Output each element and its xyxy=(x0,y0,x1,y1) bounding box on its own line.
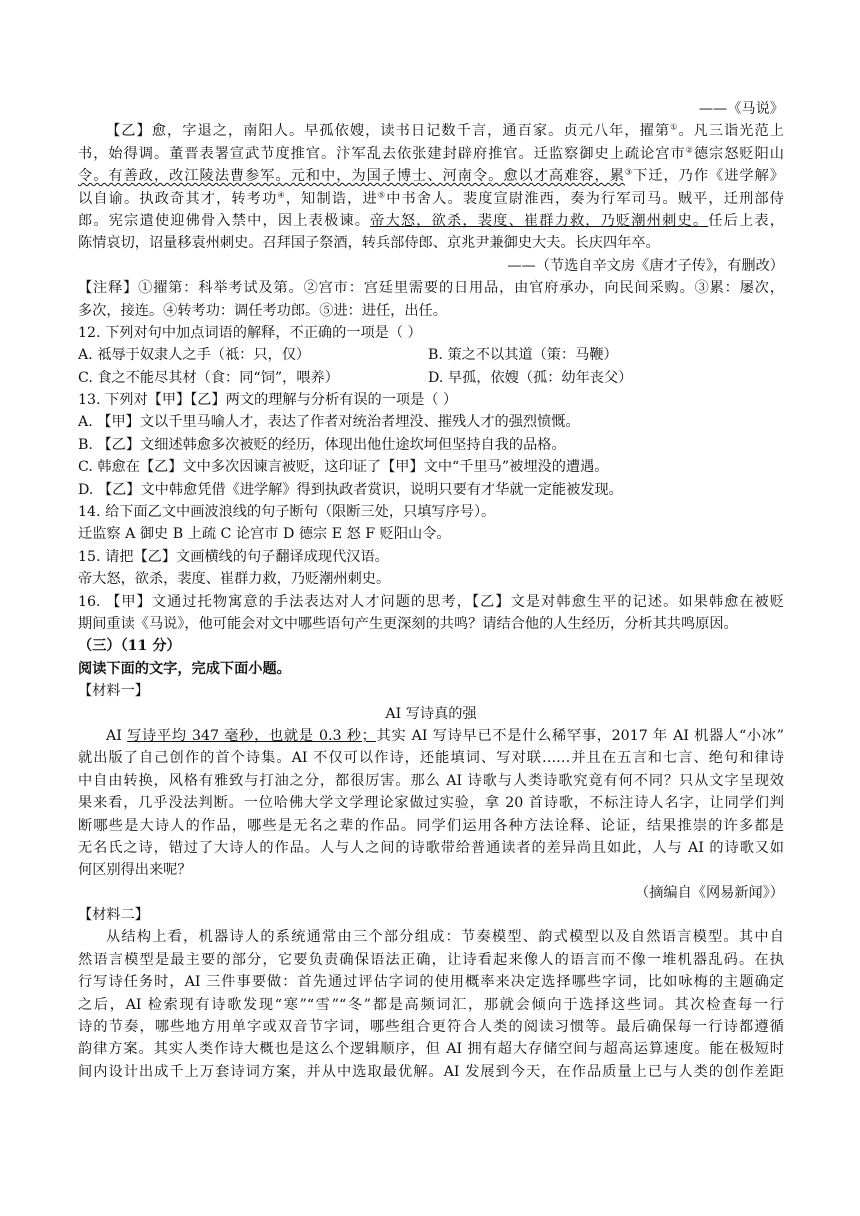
material-1-title: AI 写诗真的强 xyxy=(385,705,477,722)
option-b[interactable]: B. 策之不以其道（策：马鞭） xyxy=(428,347,618,364)
question-14-text: 迁监察 A 御史 B 上疏 C 论宫市 D 德宗 E 怒 F 贬阳山令。 xyxy=(78,526,451,543)
question-16-line: 16. 【甲】文通过托物寓意的手法表达对人才问题的思考，【乙】文是对韩愈生平的记述。如果韩愈在被贬 xyxy=(78,593,784,610)
option-c[interactable]: C. 韩愈在【乙】文中多次因谏言被贬，这印证了【甲】文中“千里马”被埋没的遭遇。 xyxy=(78,459,609,476)
material-line: 然语言模型是最主要的部分，它要负责确保语法正确，让诗看起来像人的语言而不像一堆机器乱码。在执 xyxy=(78,951,784,968)
document-page xyxy=(78,98,784,1083)
question-13-stem: 13. 下列对【甲】【乙】两文的理解与分析有误的一项是（ ） xyxy=(78,392,458,409)
section-heading: （三）（11 分） xyxy=(78,638,181,655)
material-line: 就出版了自己创作的首个诗集。AI 不仅可以作诗，还能填词、写对联……并且在五言和七言、绝句和律诗 xyxy=(78,750,784,767)
material-line: 中自由转换，风格有雅致与打油之分，都很厉害。那么 AI 诗歌与人类诗歌究竟有何不同？只从文字呈现效 xyxy=(78,772,784,789)
material-1-source: （摘编自《网易新闻》） xyxy=(635,884,784,901)
passage-line: 陈情哀切，诏量移袁州刺史。召拜国子祭酒，转兵部侍郎、京兆尹兼御史大夫。长庆四年卒。 xyxy=(78,235,660,252)
option-a[interactable]: A. 祗辱于奴隶人之手（祗：只，仅） xyxy=(78,347,311,364)
material-line: AI 写诗平均 347 毫秒，也就是 0.3 秒；其实 AI 写诗早已不是什么稀罕事，2017 年 AI 机器人“小冰” xyxy=(106,727,784,744)
option-d[interactable]: D. 早孤，依嫂（孤：幼年丧父） xyxy=(428,369,633,386)
question-12-stem: 12. 下列对句中加点词语的解释，不正确的一项是（ ） xyxy=(78,324,422,341)
question-15-text: 帝大怒，欲杀，裴度、崔群力救，乃贬潮州刺史。 xyxy=(78,571,391,588)
material-line: 何区别得出来呢？ xyxy=(78,862,192,879)
material-line: 无名氏之诗，错过了大诗人的作品。人与人之间的诗歌带给普通读者的差异尚且如此，人与 AI 的诗歌又如 xyxy=(78,839,784,856)
source-mashuo: ——《马说》 xyxy=(698,101,784,117)
section-instruction: 阅读下面的文字，完成下面小题。 xyxy=(78,660,291,677)
material-1-label: 【材料一】 xyxy=(78,683,149,700)
passage-yi xyxy=(78,120,784,277)
material-line: 从结构上看，机器诗人的系统通常由三个部分组成：节奏模型、韵式模型以及自然语言模型。其中自 xyxy=(106,929,784,946)
material-line: 间内设计出成千上万套诗词方案，并从中选取最优解。AI 发展到今天，在作品质量上已与人类的创作差距 xyxy=(78,1063,784,1080)
underlined-sentence: 帝大怒，欲杀，裴度、崔群力救，乃贬潮州刺史。 xyxy=(370,212,709,229)
material-line: 诗的节奏，哪些地方用单字或双音节字词，哪些组合更符合人类的阅读习惯等。最后确保每一行诗都遵循 xyxy=(78,1019,784,1036)
option-a[interactable]: A. 【甲】文以千里马喻人才，表达了作者对统治者埋没、摧残人才的强烈愤慨。 xyxy=(78,414,580,431)
question-12-options-ab xyxy=(78,344,784,366)
material-line: 果来看，几乎没法判断。一位哈佛大学文学理论家做过实验，拿 20 首诗歌，不标注诗人名字，让同学们判 xyxy=(78,795,784,812)
passage-line: 【乙】愈，字退之，南阳人。早孤依嫂，读书日记数千言，通百家。贞元八年，擢第①。凡三诣光范上 xyxy=(106,122,784,140)
question-16-line: 期间重读《马说》，他可能会对文中哪些语句产生更深刻的共鸣？请结合他的人生经历，分析其共鸣原因。 xyxy=(78,615,738,632)
passage-line: 书，始得调。董晋表署宣武节度推官。汴军乱去依张建封辟府推官。迁监察御史上疏论宫市②德宗怒贬阳山 xyxy=(78,145,784,162)
question-14-stem: 14. 给下面乙文中画波浪线的句子断句（限断三处，只填写序号）。 xyxy=(78,504,496,521)
material-line: 断哪些是大诗人的作品，哪些是无名之辈的作品。同学们运用各种方法诠释、论证，结果推崇的许多都是 xyxy=(78,817,784,834)
notes-line: 【注释】①擢第：科举考试及第。②宫市：宫廷里需要的日用品，由官府承办，向民间采购。③累：屡次， xyxy=(78,280,784,297)
option-d[interactable]: D. 【乙】文中韩愈凭借《进学解》得到执政者赏识，说明只要有才华就一定能被发现。 xyxy=(78,481,623,498)
passage-line: 令。有善政，改江陵法曹参军。元和中，为国子博士、河南令。愈以才高难容，累③下迁，乃作《进学解》 xyxy=(78,167,784,185)
passage-line: 郎。宪宗遣使迎佛骨入禁中，因上表极谏。帝大怒，欲杀，裴度、崔群力救，乃贬潮州刺史。任后上表， xyxy=(78,212,784,229)
question-12-options-cd xyxy=(78,367,784,389)
notes-line: 多次，接连。④转考功：调任考功郎。⑤进：进任，出任。 xyxy=(78,302,447,319)
source-yi: ——（节选自辛文房《唐才子传》，有删改） xyxy=(507,257,784,274)
question-15-stem: 15. 请把【乙】文画横线的句子翻译成现代汉语。 xyxy=(78,548,389,565)
material-line: 韵律方案。其实人类作诗大概也是这么个逻辑顺序，但 AI 拥有超大存储空间与超高运算速度。能在极短时 xyxy=(78,1041,784,1058)
option-b[interactable]: B. 【乙】文细述韩愈多次被贬的经历，体现出他仕途坎坷但坚持自我的品格。 xyxy=(78,436,566,453)
passage-line: 以自谕。执政奇其才，转考功④，知制诰，进⑤中书舍人。裴度宣尉淮西，奏为行军司马。贼平，迁刑部侍 xyxy=(78,189,784,207)
material-line: 行写诗任务时，AI 三件事要做：首先通过评估字词的使用概率来决定选择哪些字词，比如咏梅的主题确定 xyxy=(78,974,784,991)
material-line: 之后，AI 检索现有诗歌发现“寒”“雪”“冬”都是高频词汇，那就会倾向于选择这些词。其次检查每一行 xyxy=(78,996,784,1013)
underlined-sentence: 写诗平均 347 毫秒，也就是 0.3 秒； xyxy=(127,727,376,744)
option-c[interactable]: C. 食之不能尽其材（食：同“饲”，喂养） xyxy=(78,369,339,386)
material-2-label: 【材料二】 xyxy=(78,907,149,924)
